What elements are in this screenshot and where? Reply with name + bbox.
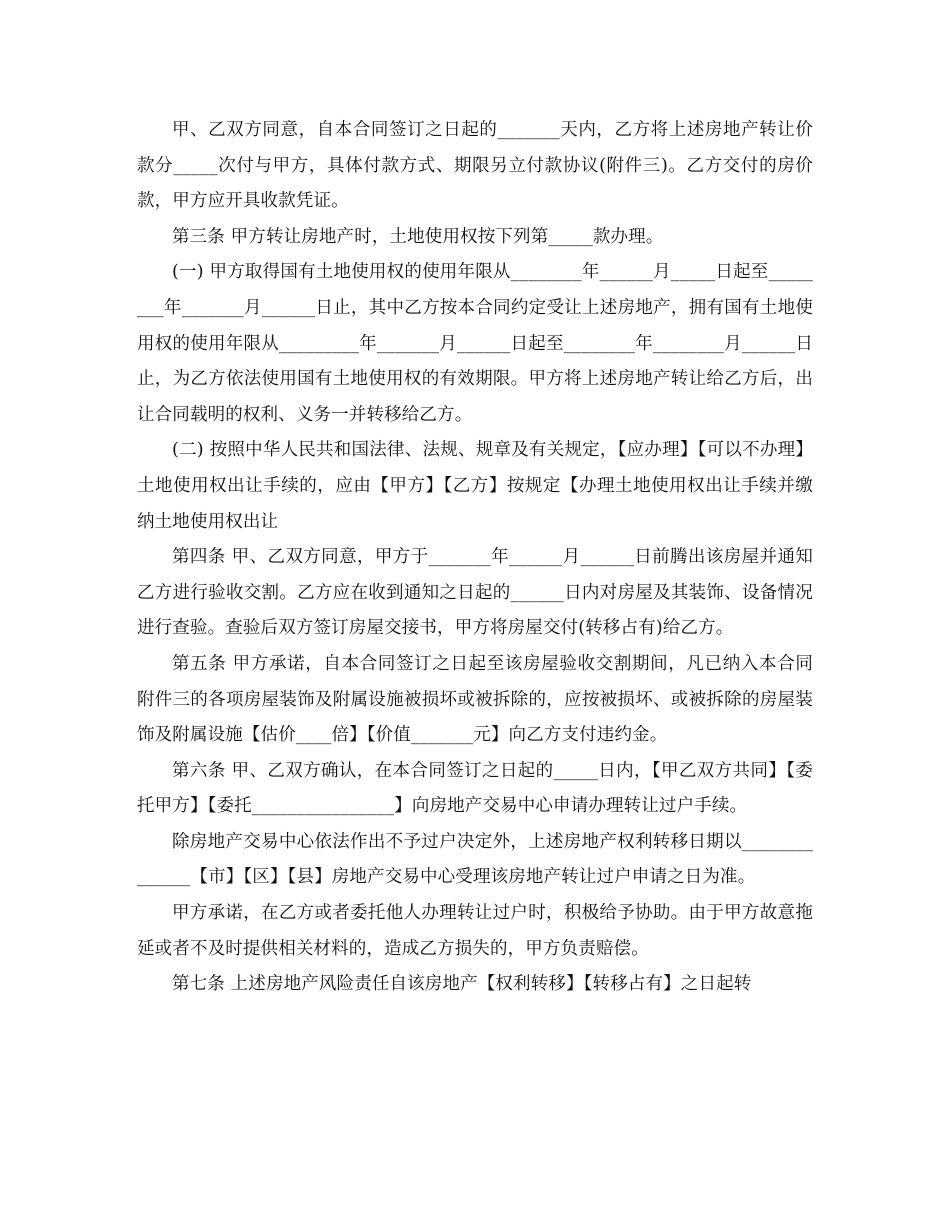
paragraph-cooperation: 甲方承诺，在乙方或者委托他人办理转让过户时，积极给予协助。由于甲方故意拖延或者不及时提供相关材料的，造成乙方损失的，甲方负责赔偿。 <box>137 903 813 959</box>
paragraph-clause-2: (二) 按照中华人民共和国法律、法规、规章及有关规定，【应办理】【可以不办理】土地使用权出让手续的，应由【甲方】【乙方】按规定【办理土地使用权出让手续并缴纳土地使用权出让 <box>137 440 813 532</box>
paragraph-clause-1: (一) 甲方取得国有土地使用权的使用年限从________年______月_____日起至________年_______月______日止，其中乙方按本合同约定受让上述房地产，拥有国有土地使用权的使用年限从_________年_______月______日起至________年________月______日止，为乙方依法使用国有土地使用权的有效期限。甲方将上述房地产转让给乙方后，出让合同载明的权利、义务一并转移给乙方。 <box>137 262 813 425</box>
paragraph-article-6: 第六条 甲、乙双方确认，在本合同签订之日起的_____日内，【甲乙双方共同】【委托甲方】【委托________________】向房地产交易中心申请办理转让过户手续。 <box>137 760 813 817</box>
paragraph-transfer-date: 除房地产交易中心依法作出不予过户决定外，上述房地产权利转移日期以______________【市】【区】【县】房地产交易中心受理该房地产转让过户申请之日为准。 <box>137 831 813 888</box>
document-page <box>137 113 813 1003</box>
paragraph-article-5: 第五条 甲方承诺，自本合同签订之日起至该房屋验收交割期间，凡已纳入本合同附件三的各项房屋装饰及附属设施被损坏或被拆除的，应按被损坏、或被拆除的房屋装饰及附属设施【估价____倍】【价值_______元】向乙方支付违约金。 <box>137 653 813 746</box>
paragraph-article-7: 第七条 上述房地产风险责任自该房地产【权利转移】【转移占有】之日起转 <box>172 974 752 995</box>
paragraph-article-3: 第三条 甲方转让房地产时，土地使用权按下列第_____款办理。 <box>172 226 664 247</box>
paragraph-article-4: 第四条 甲、乙双方同意，甲方于_______年______月______日前腾出该房屋并通知乙方进行验收交割。乙方应在收到通知之日起的______日内对房屋及其装饰、设备情况进行查验。查验后双方签订房屋交接书，甲方将房屋交付(转移占有)给乙方。 <box>137 547 813 639</box>
paragraph-payment-terms: 甲、乙双方同意，自本合同签订之日起的_______天内，乙方将上述房地产转让价款分_____次付与甲方，具体付款方式、期限另立付款协议(附件三)。乙方交付的房价款，甲方应开具收款凭证。 <box>137 120 813 212</box>
